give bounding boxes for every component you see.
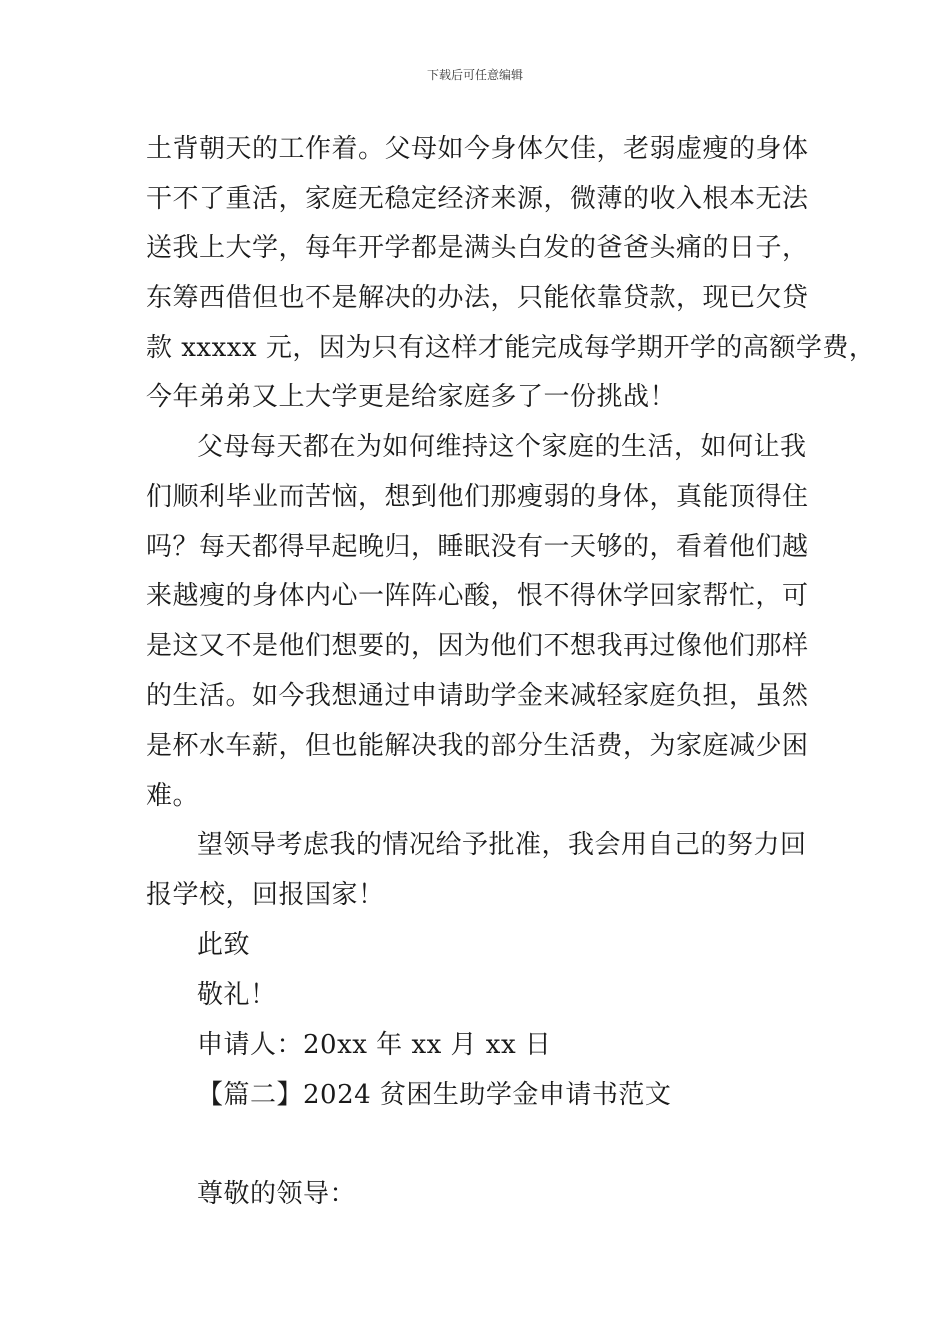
paragraph-line: 来越瘦的身体内心一阵阵心酸，恨不得休学回家帮忙，可 — [146, 581, 809, 611]
closing-salute: 敬礼！ — [197, 980, 277, 1010]
section-heading: 【篇二】2024 贫困生助学金申请书范文 — [197, 1080, 672, 1110]
paragraph-line: 送我上大学，每年开学都是满头白发的爸爸头痛的日子， — [146, 233, 809, 263]
paragraph-line: 是这又不是他们想要的，因为他们不想我再过像他们那样 — [146, 631, 809, 661]
paragraph-line: 款 xxxxx 元，因为只有这样才能完成每学期开学的高额学费， — [146, 333, 876, 363]
paragraph-line: 土背朝天的工作着。父母如今身体欠佳，老弱虚瘦的身体 — [146, 134, 809, 164]
paragraph-line: 东筹西借但也不是解决的办法，只能依靠贷款，现已欠贷 — [146, 283, 809, 313]
paragraph-line: 干不了重活，家庭无稳定经济来源，微薄的收入根本无法 — [146, 184, 809, 214]
paragraph-line: 难。 — [146, 781, 200, 811]
paragraph-line: 们顺利毕业而苦恼，想到他们那瘦弱的身体，真能顶得住 — [146, 482, 809, 512]
paragraph-line: 吗？每天都得早起晚归，睡眠没有一天够的，看着他们越 — [146, 532, 809, 562]
paragraph-line: 望领导考虑我的情况给予批准，我会用自己的努力回 — [197, 830, 807, 860]
salutation: 尊敬的领导： — [197, 1179, 357, 1209]
header-note: 下载后可任意编辑 — [426, 68, 523, 82]
paragraph-line: 是杯水车薪，但也能解决我的部分生活费，为家庭减少困 — [146, 731, 809, 761]
paragraph-line: 的生活。如今我想通过申请助学金来减轻家庭负担，虽然 — [146, 681, 809, 711]
applicant-date: 申请人：20xx 年 xx 月 xx 日 — [197, 1030, 552, 1060]
paragraph-line: 报学校，回报国家！ — [146, 880, 385, 910]
paragraph-line: 父母每天都在为如何维持这个家庭的生活，如何让我 — [197, 432, 807, 462]
closing-greeting: 此致 — [197, 930, 251, 960]
paragraph-line: 今年弟弟又上大学更是给家庭多了一份挑战！ — [146, 382, 677, 412]
